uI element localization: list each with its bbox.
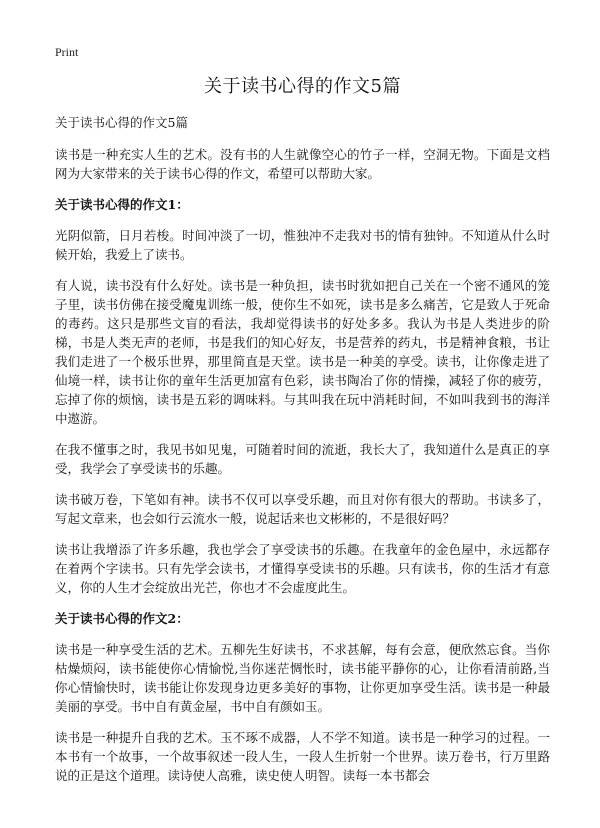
section-1-paragraph: 有人说，读书没有什么好处。读书是一种负担，读书时犹如把自己关在一个密不通风的笼子里，读书仿佛在接受魔鬼训练一般，使你生不如死，读书是多么痛苦，它是致人于死命的毒药。这只是那些文盲的看法，我却觉得读书的好处多多。我认为书是人类进步的阶梯，书是人类无声的老师，书是我们的知心好友，书是营养的药丸，书是精神食粮，书让我们走进了一个极乐世界，那里简直是天堂。读书是一种美的享受。读书，让你像走进了仙境一样，读书让你的童年生活更加富有色彩，读书陶冶了你的情操，减轻了你的疲劳，忘掉了你的烦恼，读书是五彩的调味料。与其叫我在玩中消耗时间，不如叫我到书的海洋中遨游。 bbox=[55, 278, 550, 426]
document-title: 关于读书心得的作文5篇 bbox=[204, 76, 401, 97]
section-heading-2: 关于读书心得的作文2： bbox=[55, 611, 189, 626]
document-subtitle: 关于读书心得的作文5篇 bbox=[55, 115, 188, 130]
section-2-paragraph: 读书是一种享受生活的艺术。五柳先生好读书，不求甚解，每有会意，便欣然忘食。当你枯燥烦闷，读书能使你心情愉悦,当你迷茫惆怅时，读书能平静你的心，让你看清前路,当你心情愉快时，读书能让你发现身边更多美好的事物，让你更加享受生活。读书是一种最美丽的享受。书中自有黄金屋，书中自有颜如玉。 bbox=[55, 642, 550, 714]
section-2-paragraph: 读书是一种提升自我的艺术。玉不琢不成器，人不学不知道。读书是一种学习的过程。一本书有一个故事，一个故事叙述一段人生，一段人生折射一个世界。读万卷书，行万里路说的正是这个道理。读诗使人高雅，读史使人明智。读每一本书都会 bbox=[55, 730, 550, 783]
section-1-paragraph: 读书破万卷，下笔如有神。读书不仅可以享受乐趣，而且对你有很大的帮助。书读多了，写起文章来，也会如行云流水一般，说起话来也文彬彬的，不是很好吗？ bbox=[55, 492, 550, 526]
print-label: Print bbox=[55, 45, 79, 59]
section-1-paragraph: 光阴似箭，日月若梭。时间冲淡了一切，惟独冲不走我对书的情有独钟。不知道从什么时候开始，我爱上了读书。 bbox=[55, 228, 550, 262]
intro-paragraph: 读书是一种充实人生的艺术。没有书的人生就像空心的竹子一样，空洞无物。下面是文档网为大家带来的关于读书心得的作文，希望可以帮助大家。 bbox=[55, 147, 550, 181]
section-heading-1: 关于读书心得的作文1： bbox=[55, 197, 189, 212]
section-1-paragraph: 读书让我增添了许多乐趣，我也学会了享受读书的乐趣。在我童年的金色屋中，永远都存在着两个字读书。只有先学会读书，才懂得享受读书的乐趣。只有读书，你的生活才有意义，你的人生才会绽放出光芒，你也才不会虚度此生。 bbox=[55, 542, 550, 595]
section-1-paragraph: 在我不懂事之时，我见书如见鬼，可随着时间的流逝，我长大了，我知道什么是真正的享受，我学会了享受读书的乐趣。 bbox=[55, 442, 550, 476]
